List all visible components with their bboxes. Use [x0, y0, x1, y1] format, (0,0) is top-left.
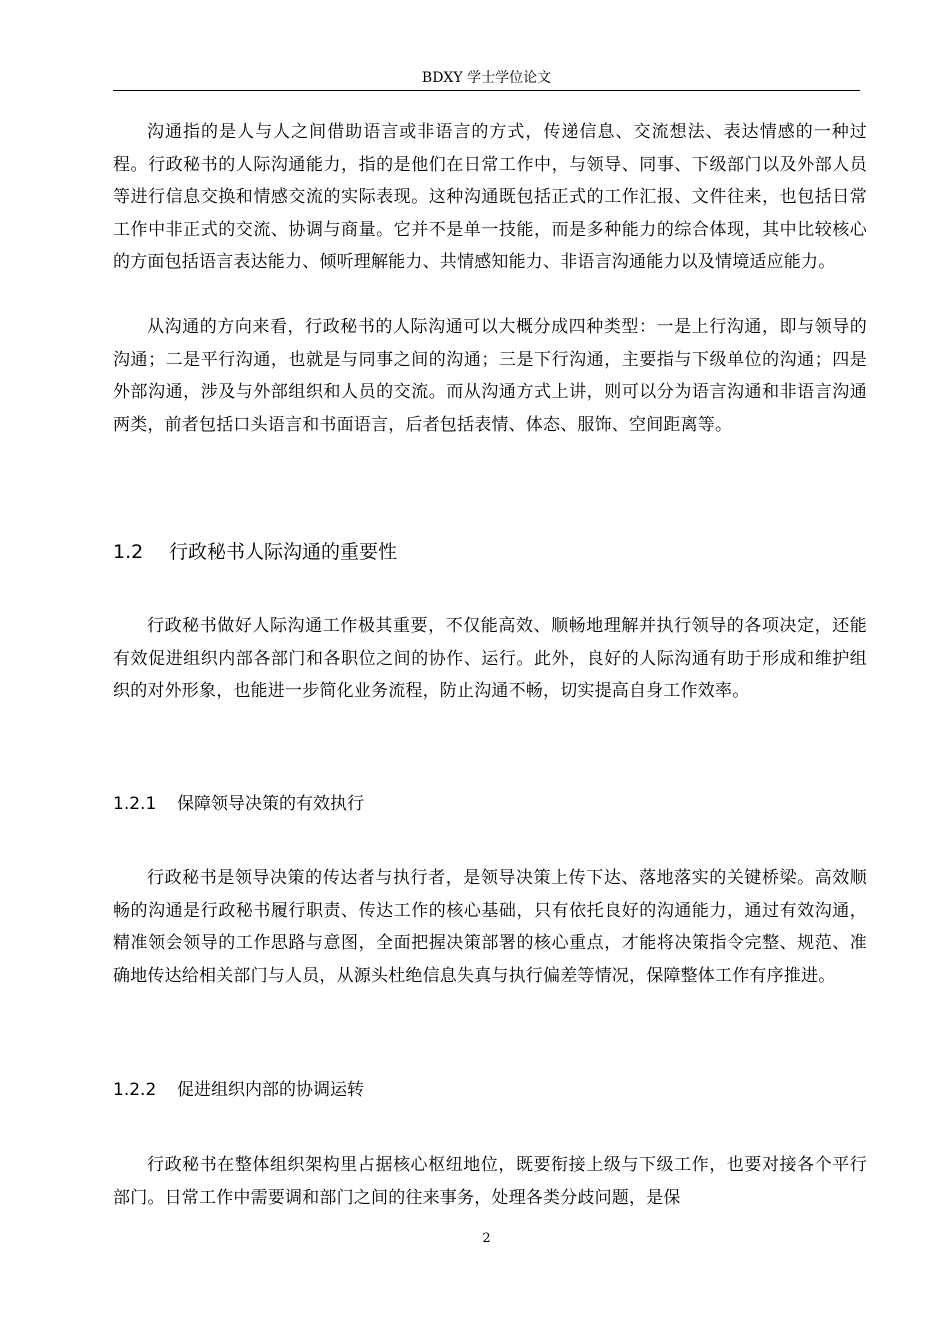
section-number: 1.2: [113, 541, 144, 563]
paragraph-types: 从沟通的方向来看，行政秘书的人际沟通可以大概分成四种类型：一是上行沟通，即与领导的沟通；二是平行沟通，也就是与同事之间的沟通；三是下行沟通，主要指与下级单位的沟通；四是外部沟通，涉及与外部组织和人员的交流。而从沟通方式上讲，则可以分为语言沟通和非语言沟通两类，前者包括口头语言和书面语言，后者包括表情、体态、服饰、空间距离等。: [113, 317, 867, 435]
page-number: 2: [482, 1231, 491, 1246]
section-heading-1-2-2: [113, 1077, 364, 1103]
section-heading-1-2-1: [113, 791, 364, 817]
section-title: 行政秘书人际沟通的重要性: [169, 541, 398, 563]
paragraph-coordination: 行政秘书在整体组织架构里占据核心枢纽地位，既要衔接上级与下级工作，也要对接各个平行部门。日常工作中需要调和部门之间的往来事务，处理各类分歧问题，是保: [113, 1155, 867, 1208]
section-title: 保障领导决策的有效执行: [177, 794, 364, 814]
running-header: BDXY 学士学位论文: [421, 70, 552, 86]
section-title: 促进组织内部的协调运转: [177, 1080, 364, 1100]
paragraph-importance: 行政秘书做好人际沟通工作极其重要，不仅能高效、顺畅地理解并执行领导的各项决定，还能有效促进组织内部各部门和各职位之间的协作、运行。此外，良好的人际沟通有助于形成和维护组织的对外形象，也能进一步简化业务流程，防止沟通不畅，切实提高自身工作效率。: [113, 616, 867, 701]
header-rule: [113, 90, 860, 91]
paragraph-definition: 沟通指的是人与人之间借助语言或非语言的方式，传递信息、交流想法、表达情感的一种过程。行政秘书的人际沟通能力，指的是他们在日常工作中，与领导、同事、下级部门以及外部人员等进行信息交换和情感交流的实际表现。这种沟通既包括正式的工作汇报、文件往来，也包括日常工作中非正式的交流、协调与商量。它并不是单一技能，而是多种能力的综合体现，其中比较核心的方面包括语言表达能力、倾听理解能力、共情感知能力、非语言沟通能力以及情境适应能力。: [113, 122, 867, 272]
paragraph-decision-execution: 行政秘书是领导决策的传达者与执行者，是领导决策上传下达、落地落实的关键桥梁。高效顺畅的沟通是行政秘书履行职责、传达工作的核心基础，只有依托良好的沟通能力，通过有效沟通，精准领会领导的工作思路与意图，全面把握决策部署的核心重点，才能将决策指令完整、规范、准确地传达给相关部门与人员，从源头杜绝信息失真与执行偏差等情况，保障整体工作有序推进。: [113, 868, 867, 986]
section-heading-1-2: [113, 538, 397, 566]
section-number: 1.2.1: [113, 794, 157, 814]
section-number: 1.2.2: [113, 1080, 157, 1100]
